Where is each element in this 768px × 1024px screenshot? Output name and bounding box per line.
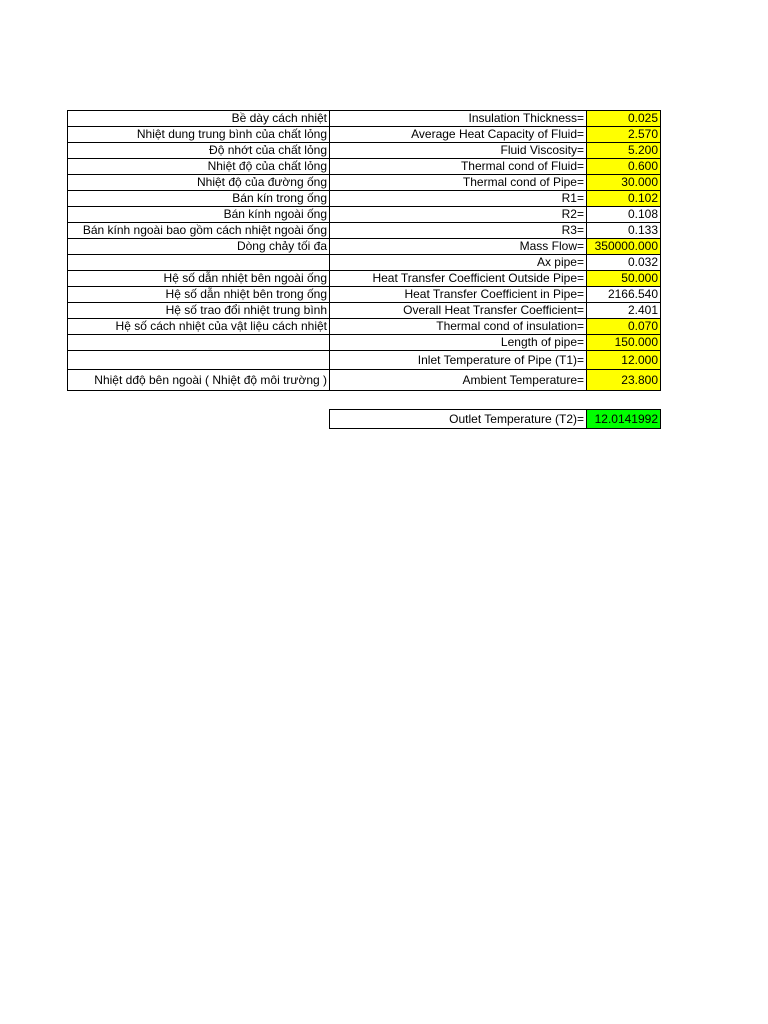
english-label-cell[interactable]: Thermal cond of insulation= [330,319,587,335]
table-row [68,239,661,255]
english-label-cell[interactable]: R1= [330,191,587,207]
english-label-cell[interactable]: Length of pipe= [330,335,587,351]
vietnamese-label-cell[interactable] [68,351,330,370]
spacer-row [68,391,661,410]
vietnamese-label-cell[interactable]: Bán kín trong ống [68,191,330,207]
vietnamese-label-cell[interactable]: Bán kính ngoài ống [68,207,330,223]
value-cell[interactable]: 23.800 [587,370,661,391]
value-cell[interactable]: 12.000 [587,351,661,370]
value-cell[interactable]: 0.600 [587,159,661,175]
result-row [68,410,661,429]
value-cell[interactable]: 0.025 [587,111,661,127]
value-cell[interactable]: 2.401 [587,303,661,319]
value-cell[interactable]: 0.108 [587,207,661,223]
vietnamese-label-cell[interactable]: Nhiệt độ của chất lỏng [68,159,330,175]
table-row [68,223,661,239]
english-label-cell[interactable]: Fluid Viscosity= [330,143,587,159]
vietnamese-label-cell[interactable]: Bề dày cách nhiệt [68,111,330,127]
vietnamese-label-cell[interactable]: Nhiệt dđộ bên ngoài ( Nhiệt độ môi trường ) [68,370,330,391]
english-label-cell[interactable]: Mass Flow= [330,239,587,255]
english-label-cell[interactable]: Ax pipe= [330,255,587,271]
value-cell[interactable]: 150.000 [587,335,661,351]
vietnamese-label-cell[interactable]: Hệ số cách nhiệt của vật liệu cách nhiệt [68,319,330,335]
empty-cell [68,391,330,410]
english-label-cell[interactable]: Overall Heat Transfer Coefficient= [330,303,587,319]
table-row [68,287,661,303]
vietnamese-label-cell[interactable] [68,335,330,351]
value-cell[interactable]: 30.000 [587,175,661,191]
vietnamese-label-cell[interactable]: Nhiệt dung trung bình của chất lỏng [68,127,330,143]
outlet-temperature-value[interactable]: 12.0141992 [587,410,661,429]
english-label-cell[interactable]: Thermal cond of Pipe= [330,175,587,191]
value-cell[interactable]: 0.102 [587,191,661,207]
outlet-temperature-label[interactable]: Outlet Temperature (T2)= [330,410,587,429]
table-row [68,319,661,335]
vietnamese-label-cell[interactable]: Độ nhớt của chất lỏng [68,143,330,159]
table-row [68,335,661,351]
table-row [68,143,661,159]
vietnamese-label-cell[interactable]: Hệ số dẫn nhiệt bên ngoài ống [68,271,330,287]
value-cell[interactable]: 2166.540 [587,287,661,303]
table-row [68,351,661,370]
table-row [68,207,661,223]
value-cell[interactable]: 350000.000 [587,239,661,255]
english-label-cell[interactable]: Insulation Thickness= [330,111,587,127]
empty-cell [68,410,330,429]
table-row [68,255,661,271]
english-label-cell[interactable]: Heat Transfer Coefficient Outside Pipe= [330,271,587,287]
table-row [68,127,661,143]
value-cell[interactable]: 0.070 [587,319,661,335]
vietnamese-label-cell[interactable]: Hệ số dẫn nhiệt bên trong ống [68,287,330,303]
english-label-cell[interactable]: Heat Transfer Coefficient in Pipe= [330,287,587,303]
english-label-cell[interactable]: R2= [330,207,587,223]
english-label-cell[interactable]: Ambient Temperature= [330,370,587,391]
table-row [68,175,661,191]
value-cell[interactable]: 50.000 [587,271,661,287]
spreadsheet-table [67,110,661,429]
table-row [68,271,661,287]
table-row [68,159,661,175]
value-cell[interactable]: 2.570 [587,127,661,143]
spreadsheet-body [68,111,661,429]
value-cell[interactable]: 0.133 [587,223,661,239]
table-row [68,191,661,207]
vietnamese-label-cell[interactable]: Nhiệt độ của đường ống [68,175,330,191]
english-label-cell[interactable]: Average Heat Capacity of Fluid= [330,127,587,143]
vietnamese-label-cell[interactable]: Dòng chảy tối đa [68,239,330,255]
english-label-cell[interactable]: R3= [330,223,587,239]
english-label-cell[interactable]: Thermal cond of Fluid= [330,159,587,175]
english-label-cell[interactable]: Inlet Temperature of Pipe (T1)= [330,351,587,370]
vietnamese-label-cell[interactable] [68,255,330,271]
table-row [68,111,661,127]
value-cell[interactable]: 5.200 [587,143,661,159]
vietnamese-label-cell[interactable]: Hệ số trao đổi nhiệt trung bình [68,303,330,319]
empty-cell [587,391,661,410]
value-cell[interactable]: 0.032 [587,255,661,271]
table-row [68,303,661,319]
empty-cell [330,391,587,410]
vietnamese-label-cell[interactable]: Bán kính ngoài bao gồm cách nhiệt ngoài ống [68,223,330,239]
table-row [68,370,661,391]
